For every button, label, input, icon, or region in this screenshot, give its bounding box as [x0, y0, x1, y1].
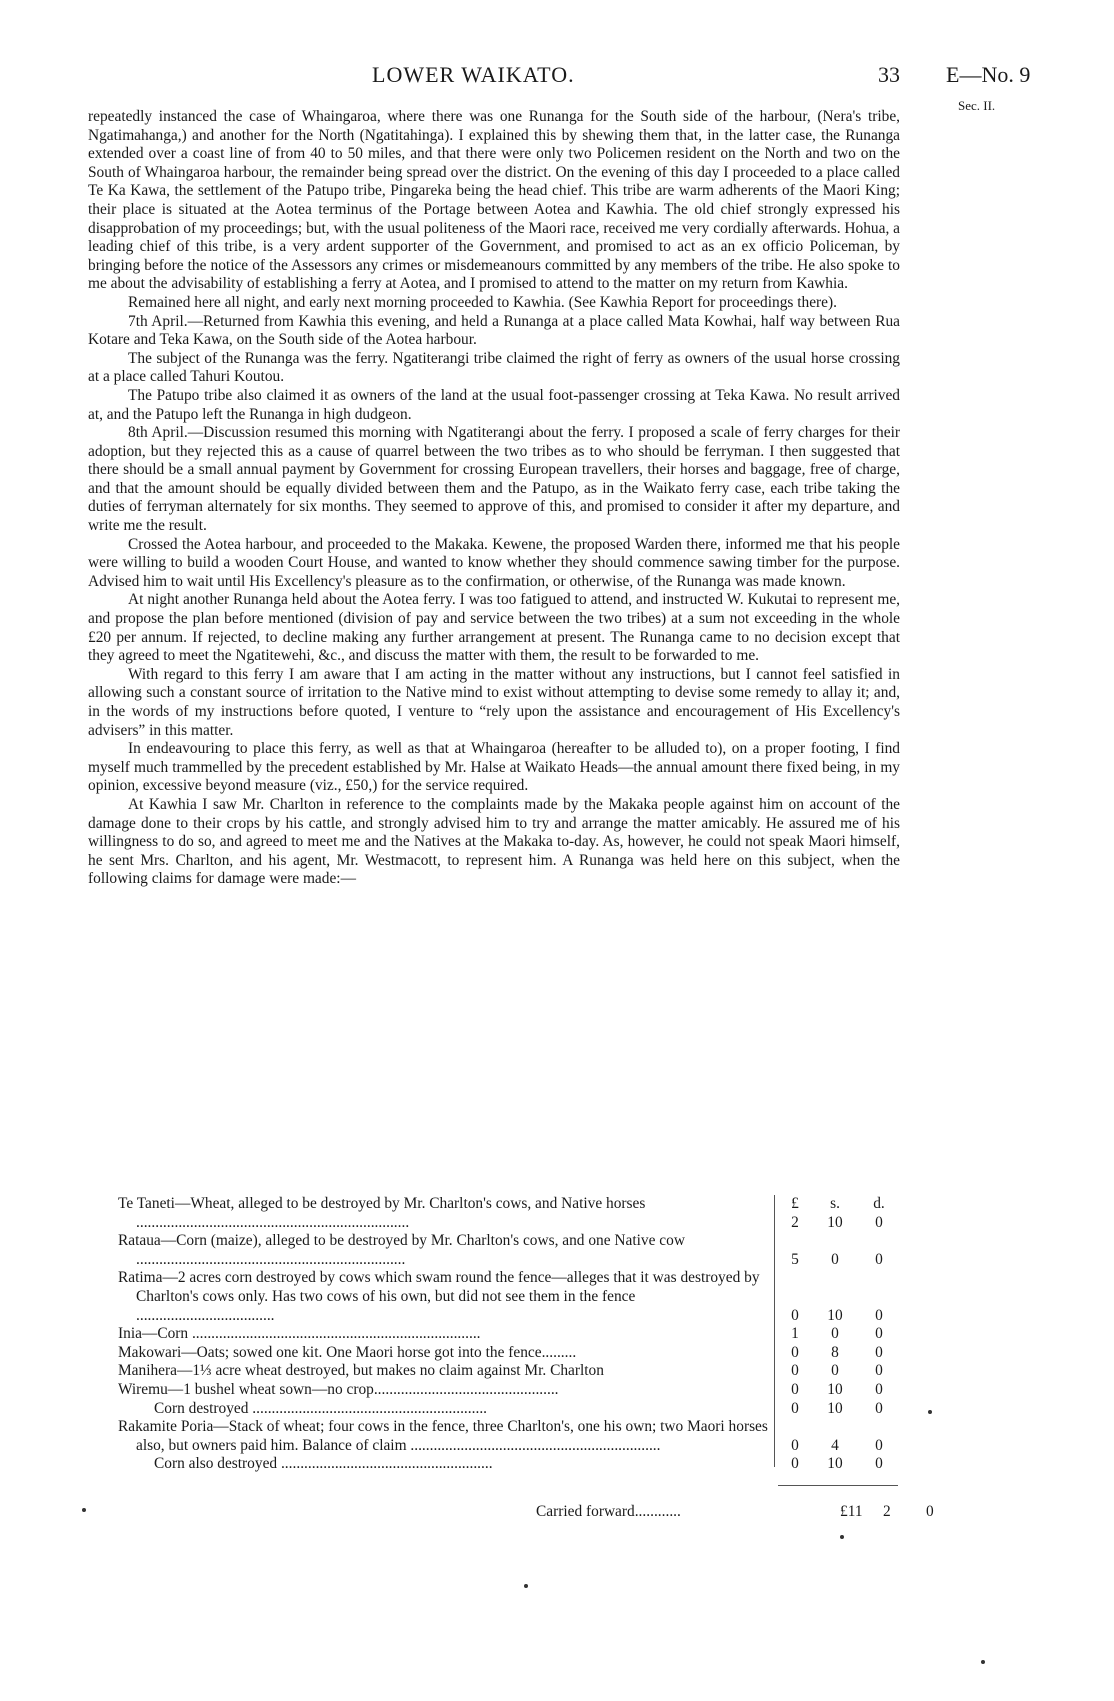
- claim-shillings: 8: [831, 1343, 839, 1361]
- paragraph: The subject of the Runanga was the ferry. Ngatiterangi tribe claimed the right of ferry as owners of the usual horse crossing at a place called Tahuri Koutou.: [88, 349, 900, 386]
- paragraph: repeatedly instanced the case of Whaingaroa, where there was one Runanga for the South side of the harbour, (Nera's tribe, Ngatimahanga,) and another for the North (Ngatitahinga). I explained this by shewing them that, in the latter case, the Runanga extended over a coast line of from 40 to 50 miles, and that there were only two Policemen resident on the North and two on the South of Whaingaroa harbour, the remainder being spread over the district. On the evening of this day I proceeded to a place called Te Ka Kawa, the settlement of the Patupo tribe, Pingareka being the head chief. This tribe are warm adherents of the Maori King; their place is situated at the Aotea terminus of the Portage between Aotea and Kawhia. The old chief strongly expressed his disapprobation of my proceedings; but, with the usual politeness of the Maori race, received me very cordially afterwards. Hohua, a leading chief of this tribe, is a very ardent supporter of the Government, and promised to act as an ex officio Policeman, by bringing before the notice of the Assessors any crimes or misdemeanours committed by any members of the tribe. He also spoke to me about the advisability of establishing a ferry at Aotea, and I promised to attend to the matter on my return from Kawhia.: [88, 108, 900, 293]
- pence-header: d.: [873, 1195, 885, 1212]
- claim-pence: 0: [875, 1343, 883, 1361]
- claim-row: [118, 1195, 900, 1232]
- claim-pence: 0: [875, 1306, 883, 1324]
- claim-row: [118, 1232, 900, 1269]
- paragraph: The Patupo tribe also claimed it as owners of the land at the usual foot-passenger crossing at Teka Kawa. No result arrived at, and the Patupo left the Runanga in high dudgeon.: [88, 386, 900, 423]
- claim-row: [118, 1381, 900, 1400]
- claim-description: Rataua—Corn (maize), alleged to be destroyed by Mr. Charlton's cows, and one Native cow ......................................................................: [118, 1232, 685, 1268]
- claim-row: [118, 1269, 900, 1325]
- paragraph: 8th April.—Discussion resumed this morning with Ngatiterangi about the ferry. I proposed a scale of ferry charges for their adoption, but they rejected this as a cause of quarrel between the two tribes as to who should be ferryman. I then suggested that there should be a small annual payment by Government for crossing European travellers, their horses and baggage, free of charge, and that the amount should be equally divided between them and the Patupo, as in the Waikato ferry case, each tribe taking the duties of ferryman alternately for six months. They seemed to approve of this, and promised to consider it after my departure, and write me the result.: [88, 424, 900, 535]
- claim-shillings: 10: [827, 1455, 843, 1473]
- shillings-header: s.: [830, 1195, 840, 1212]
- claim-row: [118, 1455, 900, 1474]
- claim-pence: 0: [875, 1455, 883, 1473]
- claim-row: [118, 1400, 900, 1419]
- paragraph: In endeavouring to place this ferry, as well as that at Whaingaroa (hereafter to be alluded to), on a proper footing, I find myself much trammelled by the precedent established by Mr. Halse at Waikato Heads—the annual amount there fixed being, in my opinion, excessive beyond measure (viz., £50,) for the service required.: [88, 740, 900, 795]
- claim-description: Corn destroyed .............................................................: [154, 1399, 488, 1417]
- claim-row: [118, 1362, 900, 1381]
- claim-pence: 0: [875, 1213, 883, 1231]
- claim-shillings: 10: [827, 1213, 843, 1231]
- print-speck: [840, 1535, 844, 1539]
- print-speck: [82, 1508, 86, 1512]
- paragraph: With regard to this ferry I am aware that I am acting in the matter without any instructions, but I cannot feel satisfied in allowing such a constant source of irritation to the Native mind to exist without attempting to devise some remedy to allay it; and, in the words of my instructions before quoted, I venture to “rely upon the assistance and encouragement of His Excellency's advisers” in this matter.: [88, 665, 900, 739]
- total-pence: 0: [926, 1503, 934, 1520]
- claim-pence: 0: [875, 1380, 883, 1398]
- claim-description: Ratima—2 acres corn destroyed by cows which swam round the fence—alleges that it was destroyed by Charlton's cows only. Has two cows of his own, but did not see them in the fence ....................................: [118, 1269, 760, 1324]
- claim-pence: 0: [875, 1250, 883, 1268]
- claim-pence: 0: [875, 1325, 883, 1343]
- total-shillings: 2: [883, 1503, 891, 1520]
- claim-pence: 0: [875, 1362, 883, 1380]
- claims-table: [118, 1195, 900, 1474]
- print-speck: [928, 1410, 932, 1414]
- total-rule: [778, 1485, 898, 1486]
- total-pounds: £11: [840, 1503, 863, 1520]
- claim-pounds: 2: [791, 1213, 799, 1231]
- claim-description: Inia—Corn ...........................................................................: [118, 1325, 481, 1343]
- paragraph: Remained here all night, and early next morning proceeded to Kawhia. (See Kawhia Report for proceedings there).: [128, 293, 837, 311]
- claim-row: [118, 1418, 900, 1455]
- claim-description: Wiremu—1 bushel wheat sown—no crop................................................: [118, 1380, 559, 1398]
- carried-forward-label: Carried forward............: [536, 1503, 681, 1520]
- claim-pounds: 0: [791, 1343, 799, 1361]
- document-reference: E—No. 9: [946, 62, 1031, 87]
- claim-pounds: 5: [791, 1250, 799, 1268]
- claim-pence: 0: [875, 1436, 883, 1454]
- page-header: [0, 62, 1114, 113]
- section-label: Sec. II.: [958, 98, 996, 113]
- claim-description: Makowari—Oats; sowed one kit. One Maori horse got into the fence.........: [118, 1343, 577, 1361]
- claim-shillings: 0: [831, 1325, 839, 1343]
- claim-description: Te Taneti—Wheat, alleged to be destroyed by Mr. Charlton's cows, and Native horses .......................................................................: [118, 1195, 646, 1231]
- print-speck: [524, 1584, 528, 1588]
- claim-pounds: 0: [791, 1399, 799, 1417]
- page-number: 33: [878, 62, 900, 87]
- claim-shillings: 4: [831, 1436, 839, 1454]
- claim-pounds: 0: [791, 1362, 799, 1380]
- claim-shillings: 0: [831, 1362, 839, 1380]
- paragraph: Crossed the Aotea harbour, and proceeded to the Makaka. Kewene, the proposed Warden there, informed me that his people were willing to build a wooden Court House, and wanted to know whether they should commence sawing timber for the purpose. Advised him to wait until His Excellency's pleasure as to the confirmation, or otherwise, of the Runanga was made known.: [88, 535, 900, 590]
- claim-pounds: 0: [791, 1306, 799, 1324]
- pounds-header: £: [791, 1195, 799, 1212]
- claim-description: Rakamite Poria—Stack of wheat; four cows in the fence, three Charlton's, one his own; two Maori horses also, but owners paid him. Balance of claim .................................................................: [118, 1418, 768, 1454]
- paragraph: At Kawhia I saw Mr. Charlton in reference to the complaints made by the Makaka people against him on account of the damage done to their crops by his cattle, and strongly advised him to try and arrange the matter amicably. He assured me of his willingness to do so, and agreed to meet me and the Natives at the Makaka to-day. As, however, he could not speak Maori himself, he sent Mrs. Charlton, and his agent, Mr. Westmacott, to represent him. A Runanga was held here on this subject, when the following claims for damage were made:—: [88, 795, 900, 888]
- claim-shillings: 0: [831, 1250, 839, 1268]
- claim-shillings: 10: [827, 1380, 843, 1398]
- claim-pounds: 0: [791, 1380, 799, 1398]
- claim-row: [118, 1325, 900, 1344]
- claim-shillings: 10: [827, 1306, 843, 1324]
- amount-column-rule: [774, 1195, 775, 1467]
- claim-pounds: 0: [791, 1455, 799, 1473]
- claim-pounds: 1: [791, 1325, 799, 1343]
- paragraph: At night another Runanga held about the Aotea ferry. I was too fatigued to attend, and instructed W. Kukutai to represent me, and propose the plan before mentioned (division of pay and service between the two tribes) at a sum not exceeding in the whole £20 per annum. If rejected, to decline making any further arrangement at present. The Runanga came to no decision except that they agreed to meet the Ngatitewehi, &c., and discuss the matter with them, the result to be forwarded to me.: [88, 591, 900, 665]
- claim-pounds: 0: [791, 1436, 799, 1454]
- print-speck: [981, 1660, 985, 1664]
- claims-rows: [118, 1195, 900, 1474]
- claim-pence: 0: [875, 1399, 883, 1417]
- claim-row: [118, 1344, 900, 1363]
- claim-shillings: 10: [827, 1399, 843, 1417]
- claim-description: Manihera—1⅓ acre wheat destroyed, but makes no claim against Mr. Charlton: [118, 1362, 604, 1380]
- body-text: [88, 108, 900, 889]
- running-title: LOWER WAIKATO.: [372, 62, 575, 87]
- paragraph: 7th April.—Returned from Kawhia this evening, and held a Runanga at a place called Mata Kowhai, half way between Rua Kotare and Teka Kawa, on the South side of the Aotea harbour.: [88, 312, 900, 349]
- claim-description: Corn also destroyed .......................................................: [154, 1455, 493, 1473]
